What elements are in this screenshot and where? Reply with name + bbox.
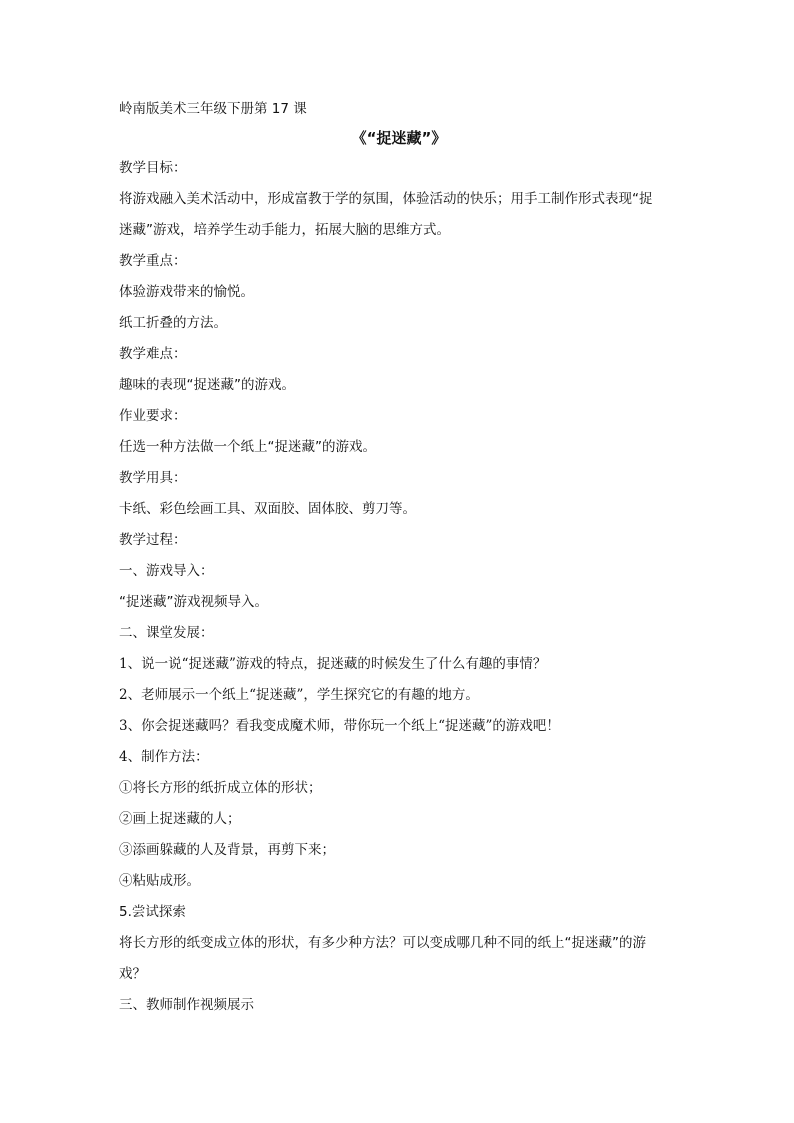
paragraph-line: 任选一种方法做一个纸上“捉迷藏”的游戏。 <box>119 439 376 455</box>
paragraph-line: 戏？ <box>119 966 146 982</box>
list-item: ②画上捉迷藏的人； <box>119 811 241 827</box>
paragraph-line: “捉迷藏”游戏视频导入。 <box>119 594 268 610</box>
subsection-heading: 二、课堂发展： <box>119 625 214 641</box>
paragraph-line: 趣味的表现“捉迷藏”的游戏。 <box>119 377 295 393</box>
page-title: 《“捉迷藏”》 <box>351 129 447 147</box>
list-item: 3、你会捉迷藏吗？看我变成魔术师，带你玩一个纸上“捉迷藏”的游戏吧！ <box>119 718 560 734</box>
document-body <box>119 100 679 1027</box>
section-heading-homework: 作业要求： <box>119 408 187 424</box>
subsection-heading: 5.尝试探索 <box>119 904 186 920</box>
list-item: 2、老师展示一个纸上“捉迷藏”，学生探究它的有趣的地方。 <box>119 687 479 703</box>
paragraph-line: 迷藏”游戏，培养学生动手能力，拓展大脑的思维方式。 <box>119 222 450 238</box>
paragraph-line: 纸工折叠的方法。 <box>119 315 227 331</box>
paragraph-line: 卡纸、彩色绘画工具、双面胶、固体胶、剪刀等。 <box>119 501 416 517</box>
list-item: 4、制作方法： <box>119 749 209 765</box>
subsection-heading: 一、游戏导入： <box>119 563 214 579</box>
list-item: ④粘贴成形。 <box>119 873 200 889</box>
paragraph-line: 将游戏融入美术活动中，形成富教于学的氛围，体验活动的快乐；用手工制作形式表现“捉 <box>119 191 653 207</box>
section-heading-difficulties: 教学难点： <box>119 346 187 362</box>
section-heading-objectives: 教学目标： <box>119 160 187 176</box>
paragraph-line: 体验游戏带来的愉悦。 <box>119 284 254 300</box>
section-heading-key-points: 教学重点： <box>119 253 187 269</box>
list-item: 1、说一说“捉迷藏”游戏的特点，捉迷藏的时候发生了什么有趣的事情？ <box>119 656 547 672</box>
paragraph-line: 将长方形的纸变成立体的形状，有多少种方法？可以变成哪几种不同的纸上“捉迷藏”的游 <box>119 935 646 951</box>
lesson-header: 岭南版美术三年级下册第 17 课 <box>119 101 307 117</box>
list-item: ①将长方形的纸折成立体的形状； <box>119 780 322 796</box>
list-item: ③添画躲藏的人及背景，再剪下来； <box>119 842 335 858</box>
section-heading-process: 教学过程： <box>119 532 187 548</box>
subsection-heading: 三、教师制作视频展示 <box>119 997 254 1013</box>
section-heading-materials: 教学用具： <box>119 470 187 486</box>
